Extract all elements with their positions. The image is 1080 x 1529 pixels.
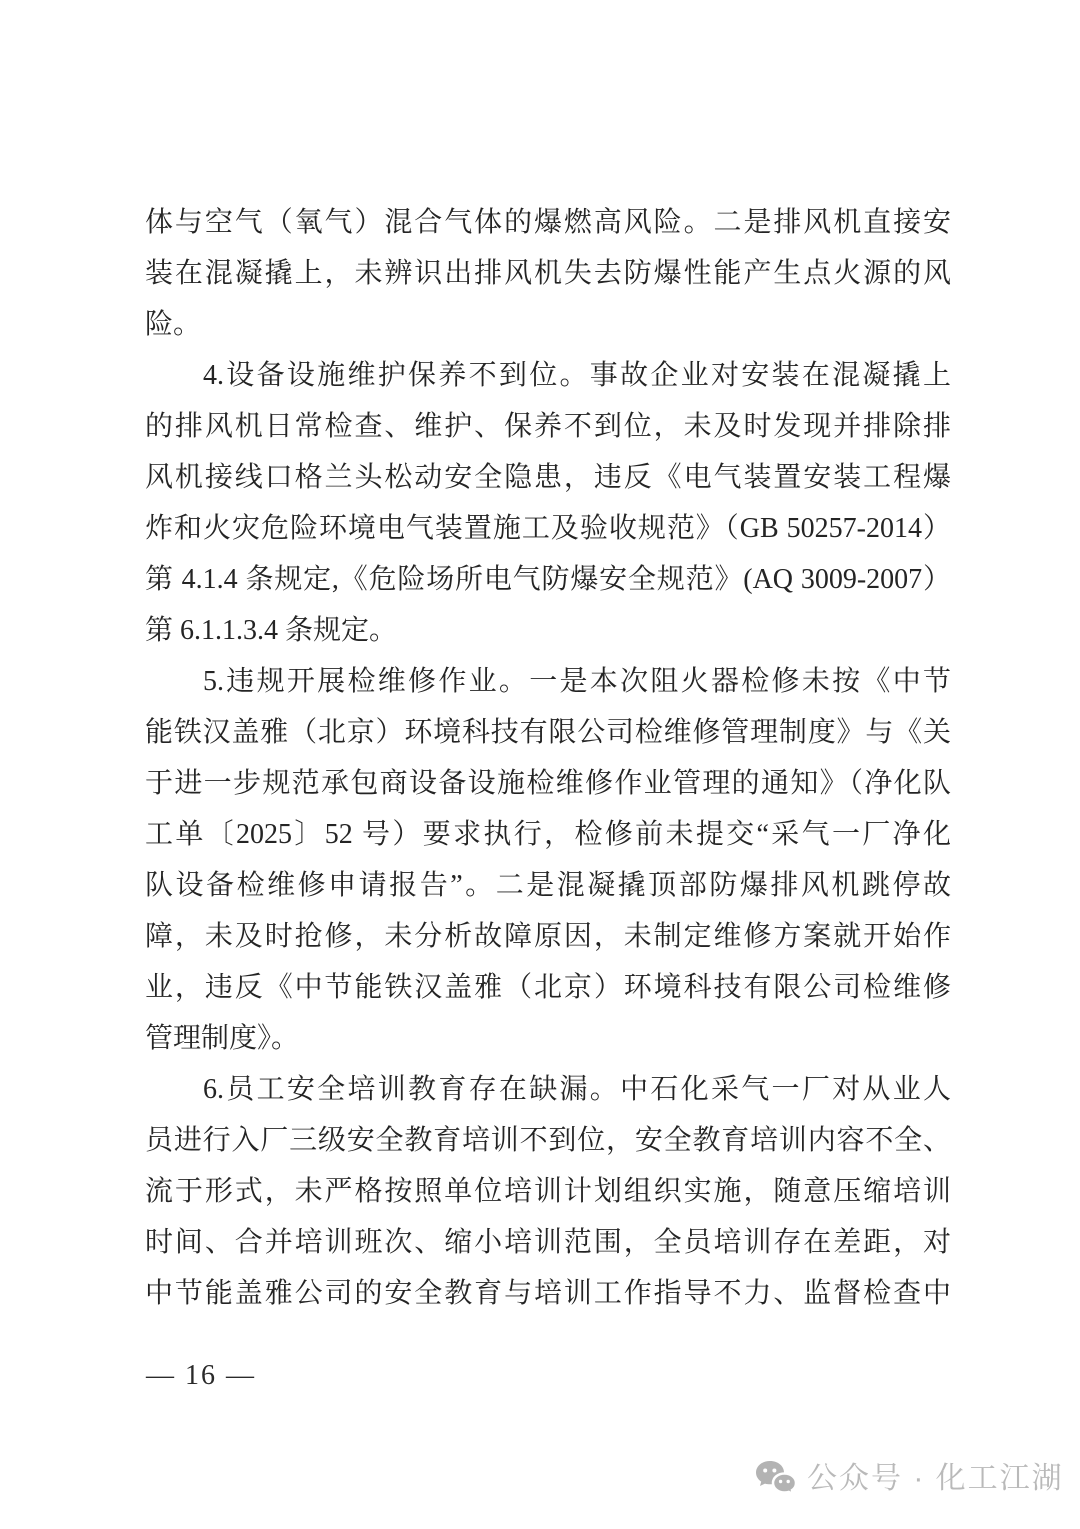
text-line: 6.员工安全培训教育存在缺漏。中石化采气一厂对从业人 — [203, 1074, 951, 1105]
watermark-label: 公众号 · 化工江湖 — [807, 1462, 1064, 1495]
text-line: 险。 — [145, 309, 202, 340]
text-line: 工单〔2025〕52 号）要求执行，检修前未提交“采气一厂净化 — [145, 819, 951, 850]
text-line: 业，违反《中节能铁汉盖雅（北京）环境科技有限公司检维修 — [145, 972, 951, 1003]
text-line: 流于形式，未严格按照单位培训计划组织实施，随意压缩培训 — [145, 1176, 951, 1207]
text-line: 第 4.1.4 条规定,《危险场所电气防爆安全规范》(AQ 3009-2007） — [145, 564, 951, 595]
text-line: 员进行入厂三级安全教育培训不到位，安全教育培训内容不全、 — [145, 1125, 951, 1156]
document-body — [145, 197, 951, 1319]
text-line: 能铁汉盖雅（北京）环境科技有限公司检维修管理制度》与《关 — [145, 717, 951, 748]
text-line: 装在混凝撬上，未辨识出排风机失去防爆性能产生点火源的风 — [145, 258, 951, 289]
watermark — [755, 1460, 1064, 1498]
text-line: 于进一步规范承包商设备设施检维修作业管理的通知》（净化队 — [145, 768, 951, 799]
text-line: 管理制度》。 — [145, 1023, 300, 1054]
text-line: 4.设备设施维护保养不到位。事故企业对安装在混凝撬上 — [203, 360, 951, 391]
text-line: 风机接线口格兰头松动安全隐患，违反《电气装置安装工程爆 — [145, 462, 951, 493]
text-line: 队设备检维修申请报告”。二是混凝撬顶部防爆排风机跳停故 — [145, 870, 951, 901]
text-line: 体与空气（氧气）混合气体的爆燃高风险。二是排风机直接安 — [145, 207, 951, 238]
text-line: 的排风机日常检查、维护、保养不到位，未及时发现并排除排 — [145, 411, 951, 442]
wechat-icon — [755, 1460, 797, 1498]
text-line: 障，未及时抢修，未分析故障原因，未制定维修方案就开始作 — [145, 921, 951, 952]
text-line: 5.违规开展检维修作业。一是本次阻火器检修未按《中节 — [203, 666, 951, 697]
text-line: 时间、合并培训班次、缩小培训范围，全员培训存在差距，对 — [145, 1227, 951, 1258]
text-line: 第 6.1.1.3.4 条规定。 — [145, 615, 398, 646]
text-line: 炸和火灾危险环境电气装置施工及验收规范》（GB 50257-2014） — [145, 513, 951, 544]
text-line: 中节能盖雅公司的安全教育与培训工作指导不力、监督检查中 — [145, 1278, 951, 1309]
page-number: — 16 — — [146, 1360, 256, 1391]
